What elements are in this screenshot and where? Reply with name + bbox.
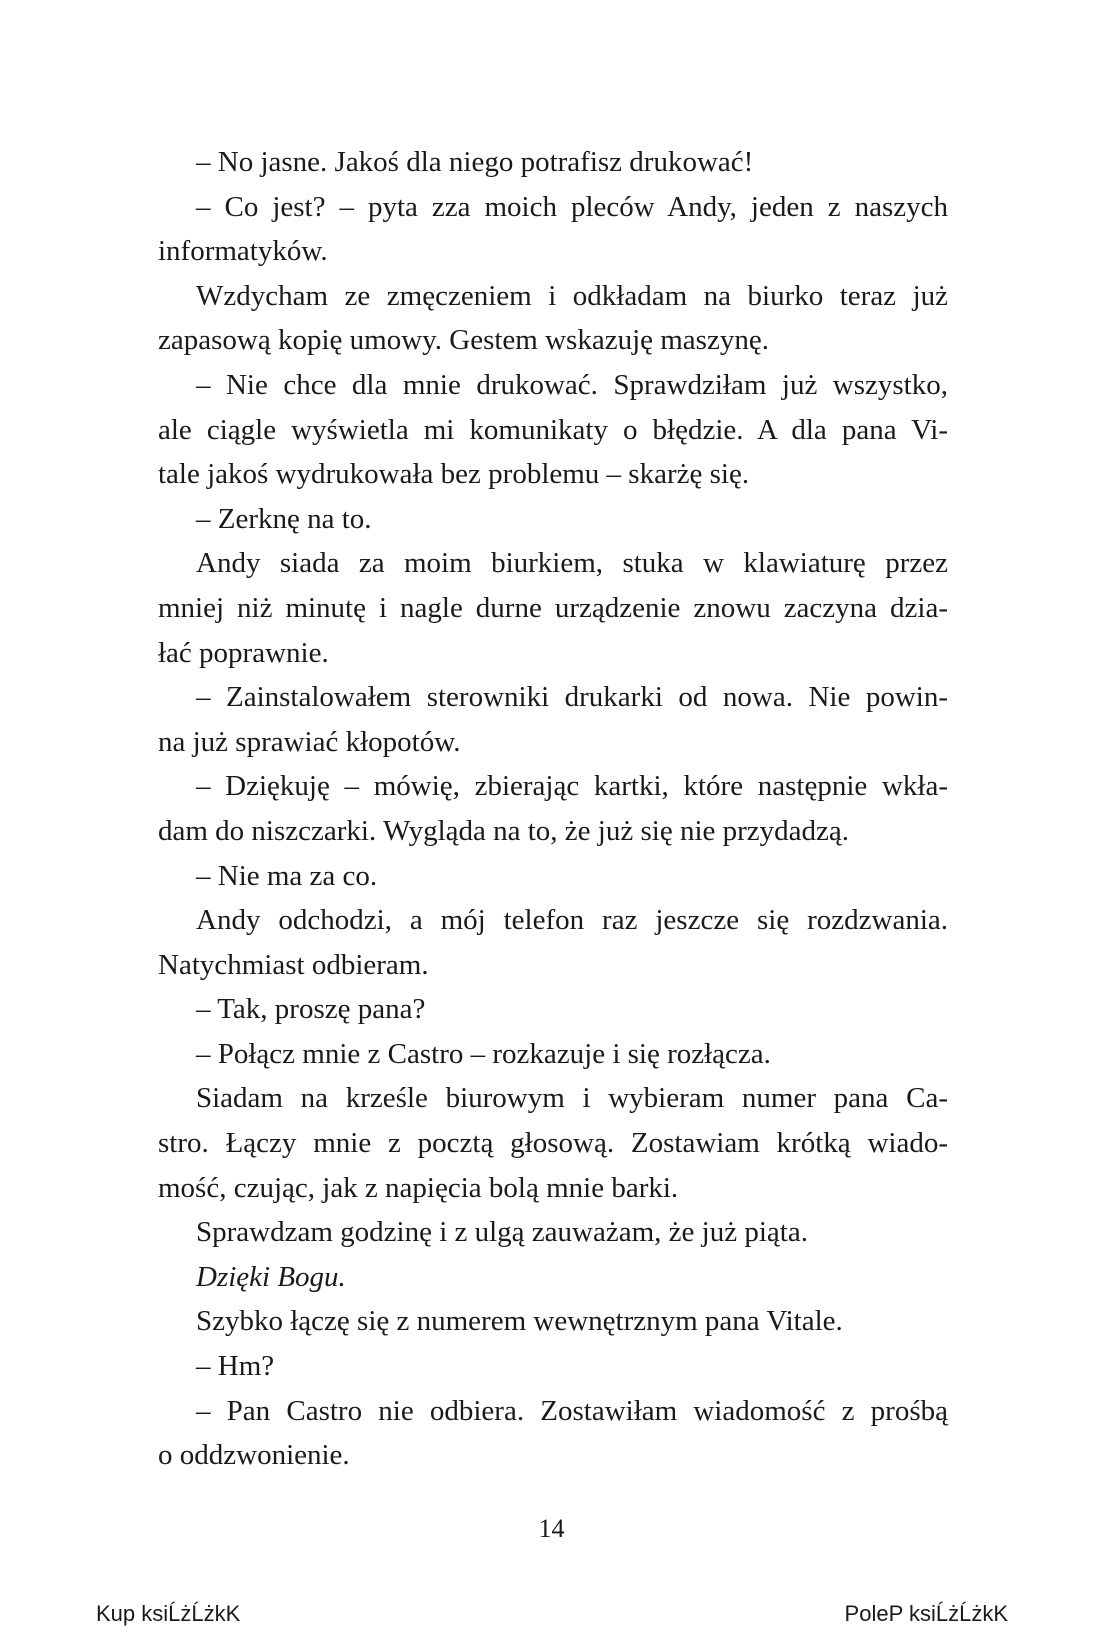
text-line: – Zainstalowałem sterowniki drukarki od nowa. Nie powin- — [196, 681, 948, 714]
page-number: 14 — [538, 1514, 565, 1543]
recommend-book-link[interactable]: PoleP ksiĹżĹżkK — [844, 1601, 1008, 1626]
text-line: – Tak, proszę pana? — [196, 993, 426, 1026]
text-line: – Zerknę na to. — [196, 502, 372, 535]
text-line: mość, czując, jak z napięcia bolą mnie barki. — [158, 1171, 679, 1204]
text-line: tale jakoś wydrukowała bez problemu – skarżę się. — [158, 458, 750, 491]
text-line: ale ciągle wyświetla mi komunikaty o błędzie. A dla pana Vi- — [158, 413, 948, 446]
text-line: – Nie ma za co. — [196, 859, 378, 892]
text-line: Wzdycham ze zmęczeniem i odkładam na biurko teraz już — [196, 279, 948, 312]
text-line: Natychmiast odbieram. — [158, 948, 429, 981]
text-line: Andy siada za moim biurkiem, stuka w klawiaturę przez — [196, 547, 948, 580]
text-line: zapasową kopię umowy. Gestem wskazuję maszynę. — [158, 324, 769, 357]
text-line: – Dziękuję – mówię, zbierając kartki, które następnie wkła- — [196, 770, 948, 803]
text-line: – No jasne. Jakoś dla niego potrafisz drukować! — [196, 146, 754, 178]
text-line: – Hm? — [196, 1350, 275, 1383]
body-text — [158, 140, 948, 1478]
text-line: – Nie chce dla mnie drukować. Sprawdziłam już wszystko, — [196, 368, 948, 401]
text-line: Andy odchodzi, a mój telefon raz jeszcze się rozdzwania. — [196, 904, 948, 937]
text-line: Siadam na krześle biurowym i wybieram numer pana Ca- — [196, 1082, 948, 1115]
text-line: Sprawdzam godzinę i z ulgą zauważam, że już piąta. — [196, 1216, 808, 1249]
text-line: łać poprawnie. — [158, 636, 329, 669]
text-line: o oddzwonienie. — [158, 1439, 350, 1472]
text-line: – Pan Castro nie odbiera. Zostawiłam wiadomość z prośbą — [196, 1394, 948, 1427]
text-line: informatyków. — [158, 235, 328, 268]
text-line: dam do niszczarki. Wygląda na to, że już się nie przydadzą. — [158, 814, 850, 847]
text-line: Szybko łączę się z numerem wewnętrznym pana Vitale. — [196, 1305, 843, 1338]
text-line: – Co jest? – pyta zza moich pleców Andy, jeden z naszych — [196, 190, 948, 223]
text-line: na już sprawiać kłopotów. — [158, 725, 461, 758]
text-line: mniej niż minutę i nagle durne urządzenie znowu zaczyna dzia- — [158, 591, 948, 624]
text-line: stro. Łączy mnie z pocztą głosową. Zostawiam krótką wiado- — [158, 1127, 948, 1160]
text-line: – Połącz mnie z Castro – rozkazuje i się rozłącza. — [196, 1037, 771, 1070]
text-line: Dzięki Bogu. — [196, 1260, 346, 1293]
buy-book-link[interactable]: Kup ksiĹżĹżkK — [96, 1601, 241, 1626]
